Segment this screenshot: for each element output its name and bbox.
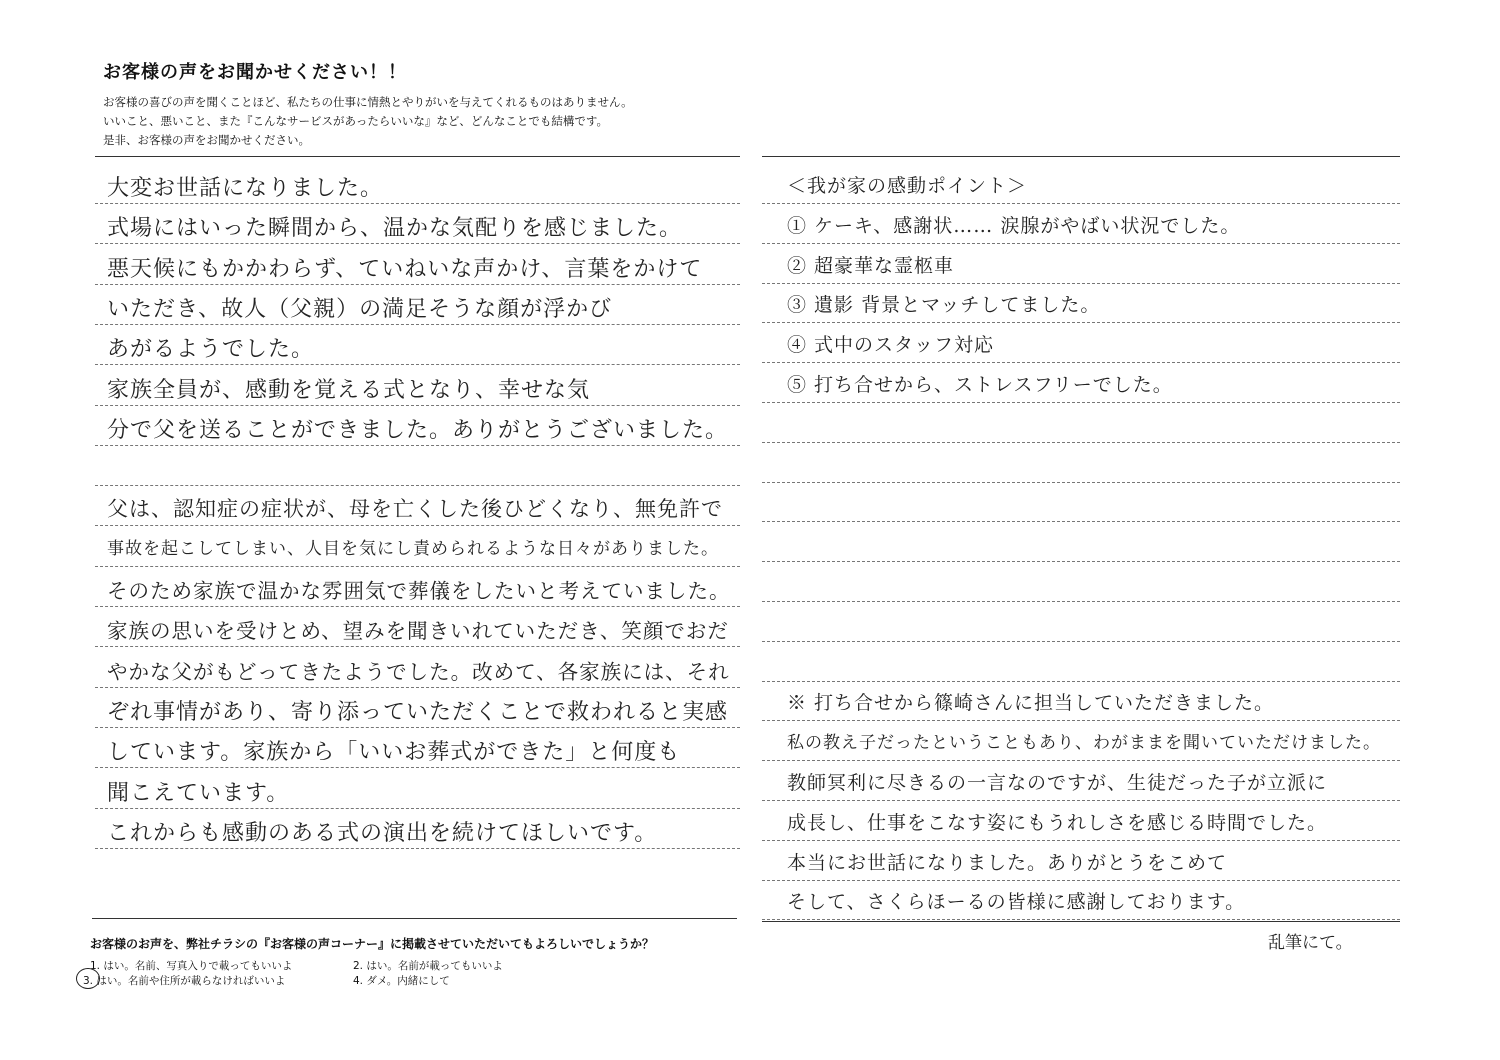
right-handwriting-line: ① ケーキ、感謝状…… 涙腺がやばい状況でした。 [787,214,1241,237]
left-handwriting-rule [95,808,740,809]
left-handwriting-line: 家族の思いを受けとめ、望みを聞きいれていただき、笑顔でおだ [107,619,729,644]
right-handwriting-rule [762,641,1400,642]
left-handwriting-line: 式場にはいった瞬間から、温かな気配りを感じました。 [107,216,683,242]
header-rule-left [95,156,740,157]
right-handwriting-rule [762,322,1400,323]
left-handwriting-line: しています。家族から「いいお葬式ができた」と何度も [107,740,681,766]
left-handwriting-rule [95,606,740,607]
right-handwriting-rule [762,561,1400,562]
left-handwriting-line: そのため家族で温かな雰囲気で葬儀をしたいと考えていました。 [107,579,731,603]
intro-line-1: お客様の喜びの声を聞くことほど、私たちの仕事に情熱とやりがいを与えてくれるものはありません。 [103,95,633,109]
left-handwriting-rule [95,364,740,365]
right-handwriting-line: ⑤ 打ち合せから、ストレスフリーでした。 [787,374,1173,396]
consent-option-2[interactable]: 2. はい。名前が載ってもいいよ [353,960,503,972]
right-handwriting-line: ※ 打ち合せから篠崎さんに担当していただきました。 [787,692,1275,715]
right-handwriting-rule [762,800,1400,801]
left-handwriting-rule [95,485,740,486]
left-handwriting-rule [95,687,740,688]
signature: 乱筆にて。 [1268,933,1353,953]
left-handwriting-line: 大変お世話になりました。 [107,176,384,201]
left-handwriting-rule [95,525,740,526]
intro-line-2: いいこと、悪いこと、また『こんなサービスがあったらいいな』など、どんなことでも結構です。 [103,114,608,128]
left-handwriting-line: 父は、認知症の症状が、母を亡くした後ひどくなり、無免許で [107,497,723,522]
left-handwriting-line: 家族全員が、感動を覚える式となり、幸せな気 [107,377,591,403]
left-handwriting-rule [95,243,740,244]
right-handwriting-line: そして、さくらほーるの皆様に感謝しております。 [787,891,1246,914]
left-handwriting-line: 悪天候にもかかわらず、ていねいな声かけ、言葉をかけて [107,256,703,282]
left-handwriting-rule [95,566,740,567]
left-handwriting-rule [95,445,740,446]
right-handwriting-rule [762,362,1400,363]
footer-rule-left [92,918,737,919]
left-handwriting-line: 事故を起こしてしまい、人目を気にし責められるような日々がありました。 [107,538,719,559]
right-handwriting-rule [762,601,1400,602]
header-rule-right [762,156,1400,157]
right-handwriting-rule [762,760,1400,761]
form-title: お客様の声をお聞かせください！！ [103,62,407,83]
consent-option-4[interactable]: 4. ダメ。内緒にして [353,975,450,987]
left-handwriting-line: いただき、故人（父親）の満足そうな顔が浮かび [107,296,613,322]
right-handwriting-line: 教師冥利に尽きるの一言なのですが、生徒だった子が立派に [787,772,1328,794]
left-handwriting-line: 聞こえています。 [107,780,290,806]
right-handwriting-rule [762,681,1400,682]
left-handwriting-rule [95,284,740,285]
left-handwriting-rule [95,203,740,204]
right-handwriting-line: ② 超豪華な霊柩車 [787,254,955,277]
left-handwriting-line: 分で父を送ることができました。ありがとうございました。 [107,417,729,443]
right-handwriting-rule [762,840,1400,841]
right-handwriting-line: 私の教え子だったということもあり、わがままを聞いていただけました。 [787,733,1381,754]
left-handwriting-line: あがるようでした。 [107,337,315,363]
consent-question: お客様のお声を、弊社チラシの『お客様の声コーナー』に掲載させていただいてもよろしいでしょうか？ [90,937,655,951]
right-handwriting-line: ＜我が家の感動ポイント＞ [787,175,1028,197]
footer-rule-right [762,921,1400,922]
left-handwriting-rule [95,767,740,768]
right-handwriting-rule [762,720,1400,721]
right-handwriting-rule [762,482,1400,483]
right-handwriting-line: ③ 遺影 背景とマッチしてました。 [787,294,1101,317]
left-handwriting-rule [95,848,740,849]
left-handwriting-line: やかな父がもどってきたようでした。改めて、各家族には、それ [107,659,730,684]
right-handwriting-rule [762,243,1400,244]
consent-selected-circle [76,968,100,989]
right-handwriting-rule [762,442,1400,443]
left-handwriting-rule [95,727,740,728]
right-handwriting-rule [762,203,1400,204]
left-handwriting-rule [95,324,740,325]
right-handwriting-line: 本当にお世話になりました。ありがとうをこめて [787,851,1228,874]
consent-option-3[interactable]: 3. はい。名前や住所が載らなければいいよ [83,975,286,987]
right-handwriting-rule [762,880,1400,881]
left-handwriting-line: ぞれ事情があり、寄り添っていただくことで救われると実感 [107,699,729,725]
consent-option-1[interactable]: 1. はい。名前、写真入りで載ってもいいよ [90,960,293,972]
right-handwriting-line: 成長し、仕事をこなす姿にもうれしさを感じる時間でした。 [787,811,1328,834]
left-handwriting-line: これからも感動のある式の演出を続けてほしいです。 [107,820,658,846]
right-handwriting-rule [762,521,1400,522]
right-handwriting-rule [762,283,1400,284]
right-handwriting-rule [762,402,1400,403]
left-handwriting-rule [95,405,740,406]
right-handwriting-line: ④ 式中のスタッフ対応 [787,334,995,357]
left-handwriting-rule [95,646,740,647]
intro-line-3: 是非、お客様の声をお聞かせください。 [103,133,310,147]
